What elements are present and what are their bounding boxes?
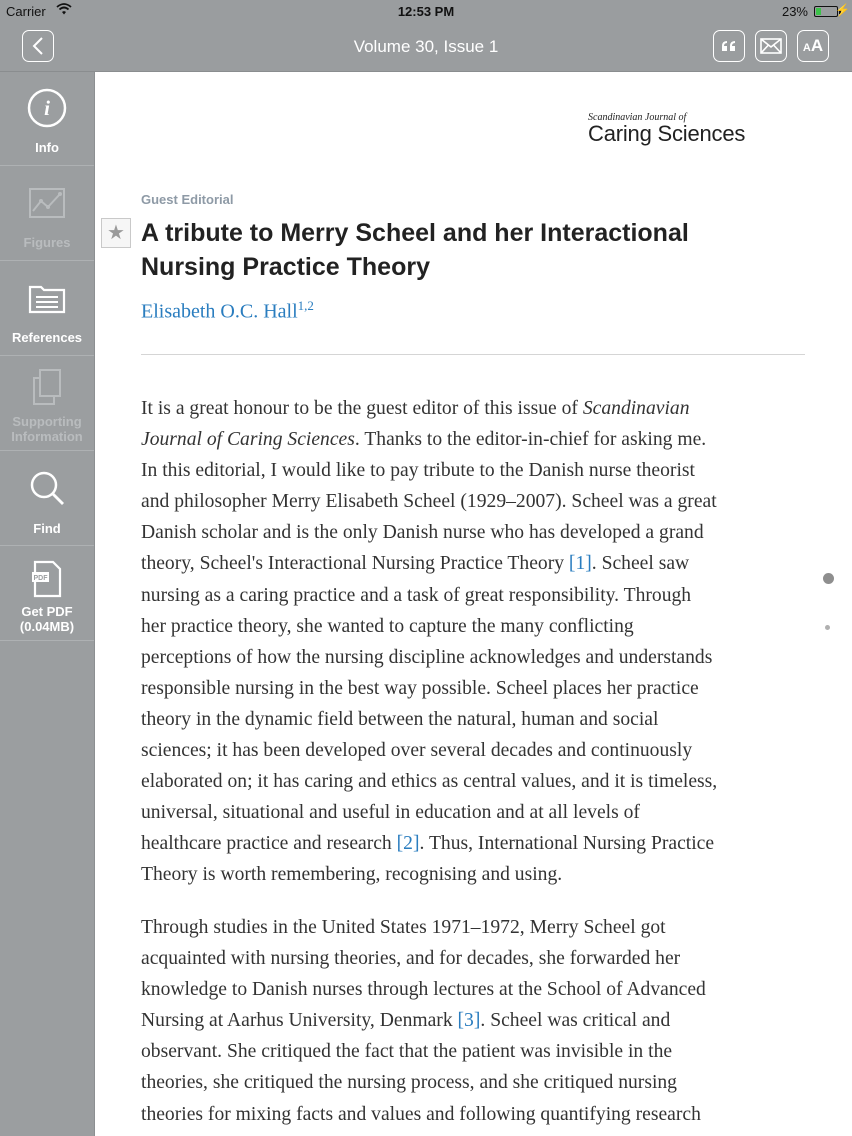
- mail-icon: [760, 38, 782, 54]
- battery-percent: 23%: [781, 4, 808, 19]
- text-run: acquainted with nursing theories, and for decades, she forwarded her: [141, 948, 681, 970]
- article-paragraph: [141, 912, 811, 1130]
- author-name[interactable]: Elisabeth O.C. Hall: [141, 300, 298, 323]
- svg-text:i: i: [44, 96, 50, 120]
- author-affiliations[interactable]: 1,2: [297, 298, 314, 313]
- sidebar-item-label: References: [11, 330, 83, 345]
- status-bar: [0, 0, 852, 24]
- clock: 12:53 PM: [397, 4, 455, 19]
- navigation-bar: [0, 24, 852, 72]
- info-icon: [27, 88, 67, 128]
- sidebar-item-get-pdf[interactable]: [0, 547, 94, 641]
- paragraph-line: [141, 1005, 811, 1036]
- sidebar-item-find[interactable]: [0, 452, 94, 546]
- sidebar: [0, 72, 95, 1136]
- text-run: knowledge to Danish nurses through lectures at the School of Advanced: [141, 979, 706, 1001]
- text-run: . Scheel saw: [591, 553, 690, 575]
- text-run: nursing as a caring practice and a task of great responsibility. Through: [141, 584, 692, 606]
- text-run: . Scheel was critical and: [480, 1010, 671, 1032]
- svg-text:PDF: PDF: [33, 575, 48, 582]
- sidebar-item-figures: [0, 167, 94, 261]
- article-title-line: Nursing Practice Theory: [141, 253, 430, 281]
- text-run: observant. She critiqued the fact that the patient was invisible in the: [141, 1041, 673, 1063]
- paragraph-line: [141, 828, 811, 859]
- paragraph-line: [141, 673, 811, 704]
- paragraph-line: [141, 797, 811, 828]
- paragraph-line: [141, 424, 811, 455]
- text-run: Danish scholar and is the only Danish nurse who has developed a grand: [141, 522, 704, 544]
- sidebar-item-label: Find: [33, 521, 61, 536]
- carrier-label: Carrier: [6, 4, 46, 19]
- battery-level: [816, 8, 821, 15]
- section-label: Guest Editorial: [141, 192, 234, 207]
- text-run: theories for mixing facts and values and following quantifying research: [141, 1103, 701, 1125]
- sidebar-item-references[interactable]: [0, 262, 94, 356]
- paragraph-line: [141, 766, 811, 797]
- sidebar-item-label: Get PDF: [21, 604, 73, 619]
- italic-text-run: Scandinavian: [582, 398, 690, 419]
- text-run: and philosopher Merry Elisabeth Scheel (1929–2007). Scheel was a great: [141, 491, 717, 513]
- text-run: It is a great honour to be the guest editor of this issue of: [141, 398, 583, 419]
- text-run: responsible nursing in the best way possible. Scheel places her practice: [141, 677, 699, 699]
- text-run: universal, situational and useful in education and at all levels of: [141, 802, 640, 824]
- paragraph-line: [141, 912, 811, 943]
- article-title-line: A tribute to Merry Scheel and her Interactional: [141, 219, 689, 247]
- supporting-info-icon: [27, 367, 67, 407]
- paragraph-line: [141, 859, 811, 890]
- article-title: [141, 216, 781, 284]
- pdf-icon: [27, 559, 67, 599]
- paragraph-line: [141, 455, 811, 486]
- page-indicator-current[interactable]: [823, 573, 834, 584]
- paragraph-line: [141, 1099, 811, 1130]
- cite-button[interactable]: [713, 30, 745, 62]
- text-run: Theory is worth remembering, recognising and using.: [141, 864, 563, 886]
- quote-icon: [721, 40, 737, 52]
- journal-logo: [588, 112, 745, 147]
- star-icon: ★: [107, 222, 125, 244]
- paragraph-line: [141, 1067, 811, 1098]
- paragraph-line: [141, 943, 811, 974]
- article-view: [95, 72, 852, 1136]
- charging-icon: ⚡: [835, 3, 850, 17]
- sidebar-item-label: Figures: [23, 235, 71, 250]
- sidebar-item-label: Info: [35, 140, 59, 155]
- text-run: her practice theory, she wanted to capture the many conflicting: [141, 615, 634, 637]
- favorite-star-button[interactable]: [101, 218, 131, 248]
- page-indicator[interactable]: [825, 625, 830, 630]
- journal-logo-big: Caring Sciences: [588, 121, 746, 146]
- author-link[interactable]: [141, 298, 314, 324]
- text-run: theory, Scheel's Interactional Nursing Practice Theory: [141, 553, 569, 575]
- paragraph-line: [141, 735, 811, 766]
- issue-title: Volume 30, Issue 1: [353, 37, 499, 56]
- text-run: Nursing at Aarhus University, Denmark: [141, 1010, 458, 1032]
- journal-logo-small: Scandinavian Journal of: [588, 112, 687, 123]
- paragraph-line: [141, 548, 811, 579]
- paragraph-line: [141, 1036, 811, 1067]
- text-run: . Thus, International Nursing Practice: [419, 833, 715, 855]
- sidebar-item-supporting-information: [0, 357, 94, 451]
- sidebar-item-label: Supporting Information: [11, 414, 83, 444]
- article-paragraph: [141, 393, 811, 891]
- paragraph-line: [141, 974, 811, 1005]
- text-run: elaborated on; it has caring and ethics as central values, and it is timeless,: [141, 771, 718, 793]
- reference-link[interactable]: [2]: [396, 833, 420, 855]
- text-size-button[interactable]: [797, 30, 829, 62]
- text-run: perceptions of how the nursing discipline acknowledges and understands: [141, 646, 713, 668]
- sidebar-item-info[interactable]: [0, 72, 94, 166]
- paragraph-line: [141, 611, 811, 642]
- paragraph-line: [141, 517, 811, 548]
- text-run: In this editorial, I would like to pay tribute to the Danish nurse theorist: [141, 460, 695, 482]
- reference-link[interactable]: [1]: [568, 553, 592, 575]
- references-icon: [27, 278, 67, 318]
- text-run: healthcare practice and research: [141, 833, 397, 855]
- text-size-icon: AA: [802, 36, 824, 55]
- paragraph-line: [141, 580, 811, 611]
- text-run: . Thanks to the editor-in-chief for asking me.: [354, 429, 707, 451]
- text-run: Through studies in the United States 1971–1972, Merry Scheel got: [141, 917, 666, 938]
- divider: [141, 354, 805, 355]
- search-icon: [27, 468, 67, 508]
- paragraph-line: [141, 393, 811, 424]
- paragraph-line: [141, 486, 811, 517]
- reference-link[interactable]: [3]: [457, 1010, 481, 1032]
- text-run: theory in the dynamic field between the natural, human and social: [141, 708, 659, 730]
- paragraph-line: [141, 642, 811, 673]
- email-button[interactable]: [755, 30, 787, 62]
- italic-text-run: Journal of Caring Sciences: [141, 429, 355, 451]
- figures-icon: [27, 183, 67, 223]
- text-run: theories, she critiqued the nursing process, and she critiqued nursing: [141, 1072, 677, 1094]
- text-run: sciences; it has been developed over several decades and continuously: [141, 740, 693, 762]
- sidebar-item-sublabel: (0.04MB): [19, 619, 75, 634]
- paragraph-line: [141, 704, 811, 735]
